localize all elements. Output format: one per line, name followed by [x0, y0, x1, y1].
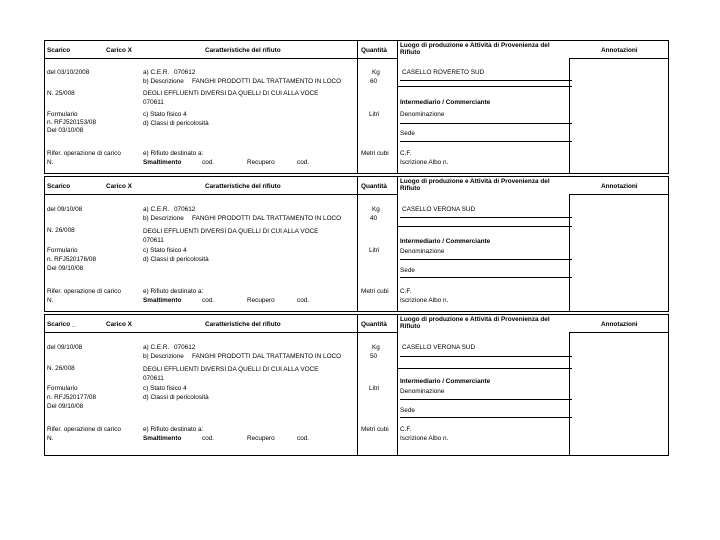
header-annotazioni: Annotazioni [601, 47, 638, 54]
metri-cubi-label: Metri cubi [361, 426, 389, 433]
scarico-date: del 09/10/08 [47, 206, 83, 213]
header-luogo: Luogo di produzione e Attività di Provenienza del [400, 42, 550, 49]
divider [44, 194, 398, 195]
header-annotazioni: Annotazioni [601, 183, 638, 190]
descrizione-line2: DEGLI EFFLUENTI DIVERSI DA QUELLI DI CUI ALLA VOCE [143, 366, 319, 373]
luogo-value: CASELLO ROVERETO SUD [402, 69, 485, 76]
n-label: N. [47, 159, 54, 166]
n-label: N. [47, 297, 54, 304]
kg-label: Kg [372, 206, 380, 213]
luogo-underline [400, 217, 572, 218]
intermediario-label: Intermediario / Commerciante [400, 378, 491, 385]
recupero-label: Recupero [247, 435, 275, 442]
scarico-number: N. 26/008 [47, 227, 75, 234]
divider [397, 226, 572, 227]
descrizione-line2: DEGLI EFFLUENTI DIVERSI DA QUELLI DI CUI ALLA VOCE [143, 90, 319, 97]
denominazione-label: Denominazione [400, 388, 445, 395]
header-quantita: Quantità [361, 321, 387, 328]
scarico-number: N. 25/008 [47, 90, 75, 97]
header-carico: Carico X [106, 183, 132, 190]
denominazione-underline [400, 123, 572, 124]
header-luogo-2: Rifiuto [400, 49, 421, 56]
luogo-underline [400, 356, 572, 357]
smaltimento-cod: cod. [202, 297, 215, 304]
divider [357, 40, 358, 174]
divider [397, 314, 398, 456]
divider [397, 176, 398, 312]
divider [44, 58, 398, 59]
divider [569, 332, 570, 456]
classi-pericolosita: d) Classi di pericolosità [143, 394, 209, 401]
riferimento-label: Rifer. operazione di carico [47, 426, 121, 433]
iscrizione-label: Iscrizione Albo n. [400, 159, 449, 166]
divider [569, 194, 669, 195]
luogo-value: CASELLO VERONA SUD [402, 344, 476, 351]
cf-label: C.F. [400, 426, 412, 433]
sede-label: Sede [400, 130, 415, 137]
litri-label: Litri [369, 385, 380, 392]
scarico-date: del 09/10/08 [47, 344, 83, 351]
formulario-number: n. RFJ520177/08 [47, 394, 97, 401]
iscrizione-label: Iscrizione Albo n. [400, 435, 449, 442]
sede-underline [400, 417, 572, 418]
kg-value: 50 [370, 353, 378, 360]
recupero-cod: cod. [297, 297, 310, 304]
header-quantita: Quantità [361, 183, 387, 190]
stato-fisico: c) Stato fisico 4 [143, 111, 187, 118]
smaltimento-cod: cod. [202, 159, 215, 166]
n-label: N. [47, 435, 54, 442]
metri-cubi-label: Metri cubi [361, 288, 389, 295]
header-scarico: Scarico [47, 47, 71, 54]
divider [569, 194, 570, 312]
descrizione-line2: DEGLI EFFLUENTI DIVERSI DA QUELLI DI CUI ALLA VOCE [143, 228, 319, 235]
header-scarico: Scarico [47, 183, 71, 190]
divider [44, 332, 398, 333]
divider [569, 58, 669, 59]
formulario-number: n. RFJ520153/08 [47, 119, 97, 126]
descrizione-text: FANGHI PRODOTTI DAL TRATTAMENTO IN LOCO [192, 353, 342, 360]
destinato-label: e) Rifiuto destinato a: [143, 426, 204, 433]
header-caratteristiche: Caratteristiche del rifiuto [205, 183, 281, 190]
smaltimento-cod: cod. [202, 435, 215, 442]
denominazione-underline [400, 399, 572, 400]
header-quantita: Quantità [361, 47, 387, 54]
cer-code: 070612 [174, 206, 196, 213]
formulario-date: Del 09/10/08 [47, 403, 84, 410]
destinato-label: e) Rifiuto destinato a: [143, 288, 204, 295]
smaltimento-label: Smaltimento [143, 159, 182, 166]
kg-label: Kg [372, 344, 380, 351]
descrizione-line3: 070611 [143, 375, 164, 382]
header-luogo-2: Rifiuto [400, 185, 421, 192]
header-scarico: Scarico _ [47, 321, 76, 328]
sede-label: Sede [400, 407, 415, 414]
cf-label: C.F. [400, 150, 412, 157]
litri-label: Litri [369, 111, 380, 118]
classi-pericolosita: d) Classi di pericolosità [143, 256, 209, 263]
divider [397, 40, 398, 174]
smaltimento-label: Smaltimento [143, 435, 182, 442]
header-annotazioni: Annotazioni [601, 321, 638, 328]
header-caratteristiche: Caratteristiche del rifiuto [205, 47, 281, 54]
denominazione-label: Denominazione [400, 248, 445, 255]
sede-underline [400, 277, 572, 278]
divider [357, 176, 358, 312]
cer-label: a) C.E.R. [143, 344, 170, 351]
sede-underline [400, 141, 572, 142]
intermediario-label: Intermediario / Commerciante [400, 99, 491, 106]
divider [397, 86, 572, 87]
header-luogo: Luogo di produzione e Attività di Provenienza del [400, 316, 550, 323]
formulario-label: Formulario [47, 111, 78, 118]
divider [569, 332, 669, 333]
scarico-date: del 03/10/2008 [47, 69, 90, 76]
cer-label: a) C.E.R. [143, 206, 170, 213]
descrizione-label: b) Descrizione [143, 353, 184, 360]
kg-label: Kg [372, 69, 380, 76]
stato-fisico: c) Stato fisico 4 [143, 247, 187, 254]
header-luogo-2: Rifiuto [400, 323, 421, 330]
divider [397, 368, 572, 369]
descrizione-text: FANGHI PRODOTTI DAL TRATTAMENTO IN LOCO [192, 215, 342, 222]
formulario-date: Del 03/10/08 [47, 127, 84, 134]
denominazione-label: Denominazione [400, 111, 445, 118]
scarico-number: N. 26/008 [47, 365, 75, 372]
recupero-label: Recupero [247, 297, 275, 304]
riferimento-label: Rifer. operazione di carico [47, 150, 121, 157]
iscrizione-label: Iscrizione Albo n. [400, 297, 449, 304]
cf-label: C.F. [400, 288, 412, 295]
intermediario-label: Intermediario / Commerciante [400, 238, 491, 245]
classi-pericolosita: d) Classi di pericolosità [143, 120, 209, 127]
descrizione-text: FANGHI PRODOTTI DAL TRATTAMENTO IN LOCO [192, 78, 342, 85]
header-caratteristiche: Caratteristiche del rifiuto [205, 321, 281, 328]
descrizione-label: b) Descrizione [143, 78, 184, 85]
luogo-value: CASELLO VERONA SUD [402, 206, 476, 213]
kg-value: 60 [370, 78, 378, 85]
denominazione-underline [400, 259, 572, 260]
cer-code: 070612 [174, 69, 196, 76]
descrizione-line3: 070611 [143, 237, 164, 244]
riferimento-label: Rifer. operazione di carico [47, 288, 121, 295]
formulario-label: Formulario [47, 385, 78, 392]
destinato-label: e) Rifiuto destinato a: [143, 150, 204, 157]
sede-label: Sede [400, 267, 415, 274]
header-luogo: Luogo di produzione e Attività di Provenienza del [400, 178, 550, 185]
luogo-underline [400, 80, 572, 81]
divider [357, 314, 358, 456]
stato-fisico: c) Stato fisico 4 [143, 385, 187, 392]
recupero-cod: cod. [297, 159, 310, 166]
formulario-number: n. RFJ520176/08 [47, 256, 97, 263]
divider [569, 58, 570, 174]
formulario-date: Del 09/10/08 [47, 265, 84, 272]
kg-value: 40 [370, 215, 378, 222]
litri-label: Litri [369, 247, 380, 254]
formulario-label: Formulario [47, 247, 78, 254]
header-carico: Carico X [106, 321, 132, 328]
smaltimento-label: Smaltimento [143, 297, 182, 304]
cer-label: a) C.E.R. [143, 69, 170, 76]
recupero-label: Recupero [247, 159, 275, 166]
descrizione-line3: 070611 [143, 99, 164, 106]
metri-cubi-label: Metri cubi [361, 150, 389, 157]
recupero-cod: cod. [297, 435, 310, 442]
cer-code: 070612 [174, 344, 196, 351]
header-carico: Carico X [106, 47, 132, 54]
descrizione-label: b) Descrizione [143, 215, 184, 222]
